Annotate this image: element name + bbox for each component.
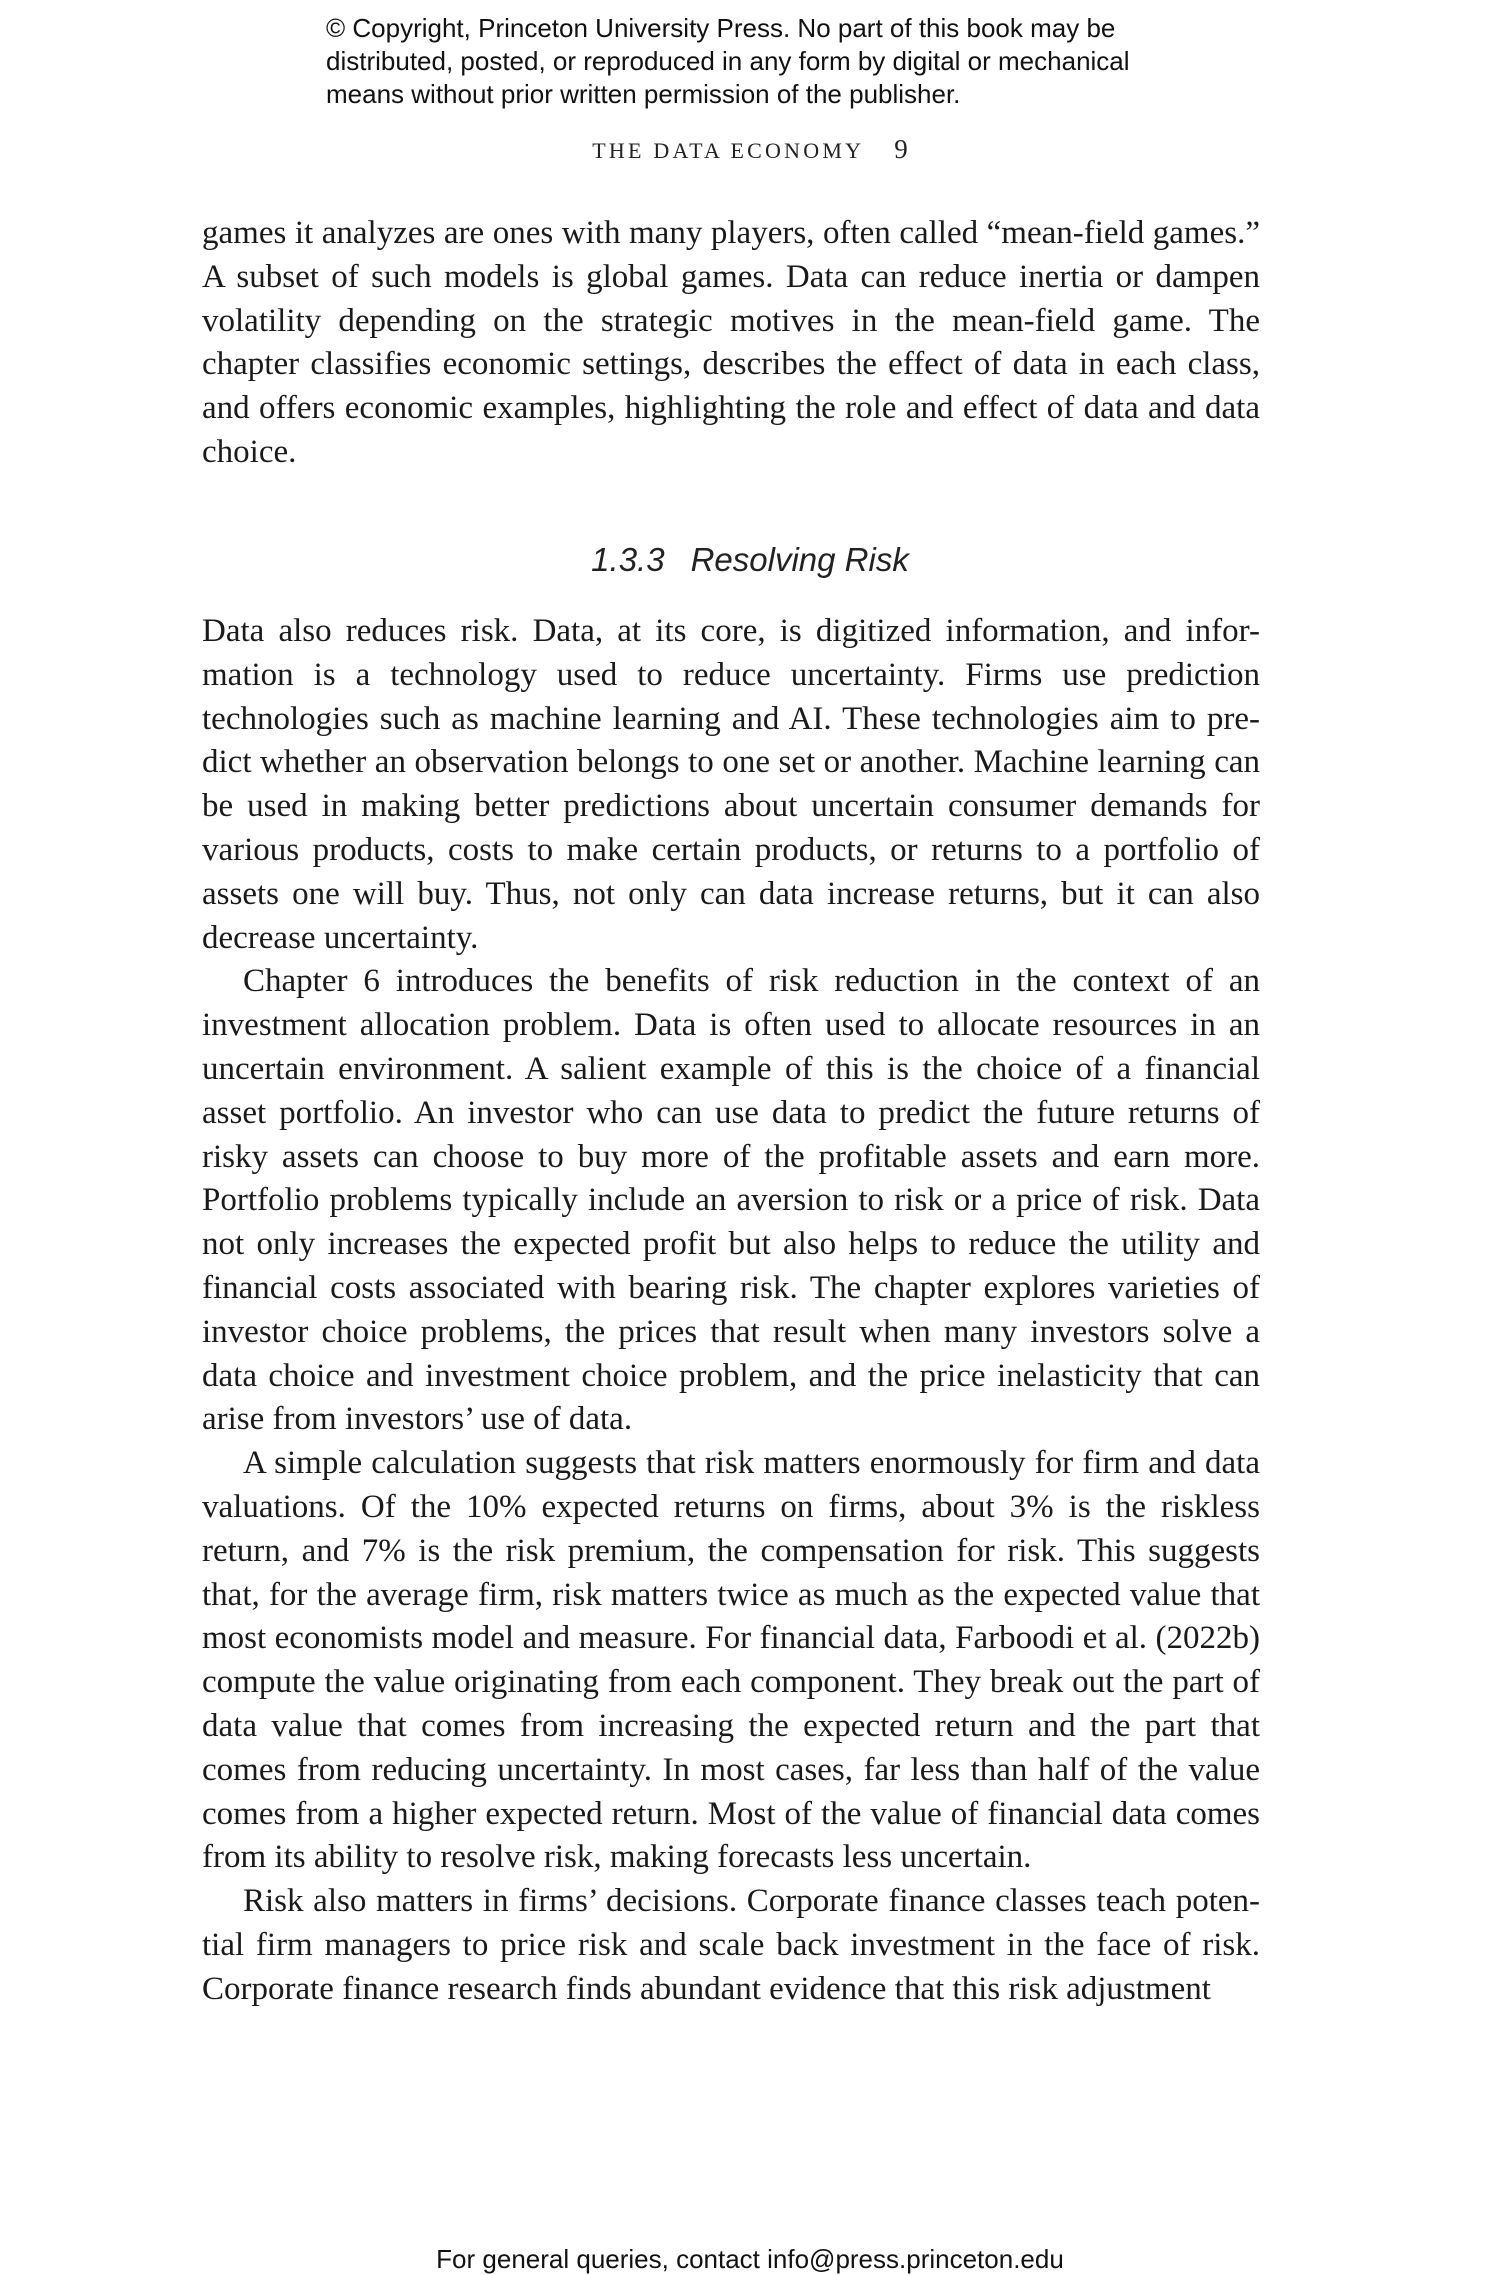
section-body xyxy=(202,610,1260,2012)
intro-paragraph: games it analyzes are ones with many players, often called “mean-field games.” A subset of such models is global games. Data can reduce inertia or dampen volatility depending on the strategic motives in the mean-field game. The chapter classifies economic settings, describes the effect of data in each class, and offers economic examples, highlighting the role and effect of data and data choice. xyxy=(202,215,1260,470)
running-head-title: THE DATA ECONOMY xyxy=(592,138,865,163)
running-head xyxy=(0,134,1500,165)
body-paragraph-2: Chapter 6 introduces the benefits of risk reduction in the context of an investment allocation problem. Data is often used to allocate resources in an uncertain environment. A salient example of this is the choice of a financial asset portfolio. An investor who can use data to predict the future returns of risky assets can choose to buy more of the profitable assets and earn more. Portfolio problems typically include an aversion to risk or a price of risk. Data not only increases the expected profit but also helps to reduce the utility and financial costs associated with bearing risk. The chapter explores varieties of investor choice problems, the prices that result when many investors solve a data choice and investment choice problem, and the price inelasticity that can arise from investors’ use of data. xyxy=(202,963,1260,1438)
section-number: 1.3.3 xyxy=(591,541,665,578)
copyright-line: means without prior written permission of the publisher. xyxy=(326,79,961,109)
page-number: 9 xyxy=(894,134,908,164)
footer-contact: For general queries, contact info@press.princeton.edu xyxy=(436,2244,1064,2274)
copyright-notice xyxy=(326,12,1226,111)
section-heading xyxy=(0,541,1500,579)
section-title: Resolving Risk xyxy=(690,541,909,578)
intro-text xyxy=(202,212,1260,475)
body-paragraph-3: A simple calculation suggests that risk matters enormously for firm and data valuations. Of the 10% expected returns on firms, about 3% is the riskless return, and 7% is the risk premium, the compensation for risk. This suggests that, for the average firm, risk matters twice as much as the expected value that most economists model and measure. For financial data, Farboodi et al. (2022b) compute the value originating from each component. They break out the part of data value that comes from increasing the expected return and the part that comes from reducing uncertainty. In most cases, far less than half of the value comes from a higher expected return. Most of the value of financial data comes from its ability to resolve risk, making forecasts less uncertain. xyxy=(202,1445,1260,1876)
copyright-line: © Copyright, Princeton University Press. No part of this book may be xyxy=(326,13,1116,43)
body-paragraph-1: Data also reduces risk. Data, at its core, is digitized information, and infor-mation is a technology used to reduce uncertainty. Firms use prediction technologies such as machine learning and AI. These technologies aim to pre-dict whether an observation belongs to one set or another. Machine learning can be used in making better predictions about uncertain consumer demands for various products, costs to make certain products, or returns to a portfolio of assets one will buy. Thus, not only can data increase returns, but it can also decrease uncertainty. xyxy=(202,613,1260,956)
body-paragraph-4: Risk also matters in firms’ decisions. Corporate finance classes teach poten-tial firm managers to price risk and scale back investment in the face of risk. Corporate finance research finds abundant evidence that this risk adjustment xyxy=(202,1883,1260,2007)
copyright-line: distributed, posted, or reproduced in any form by digital or mechanical xyxy=(326,46,1130,76)
